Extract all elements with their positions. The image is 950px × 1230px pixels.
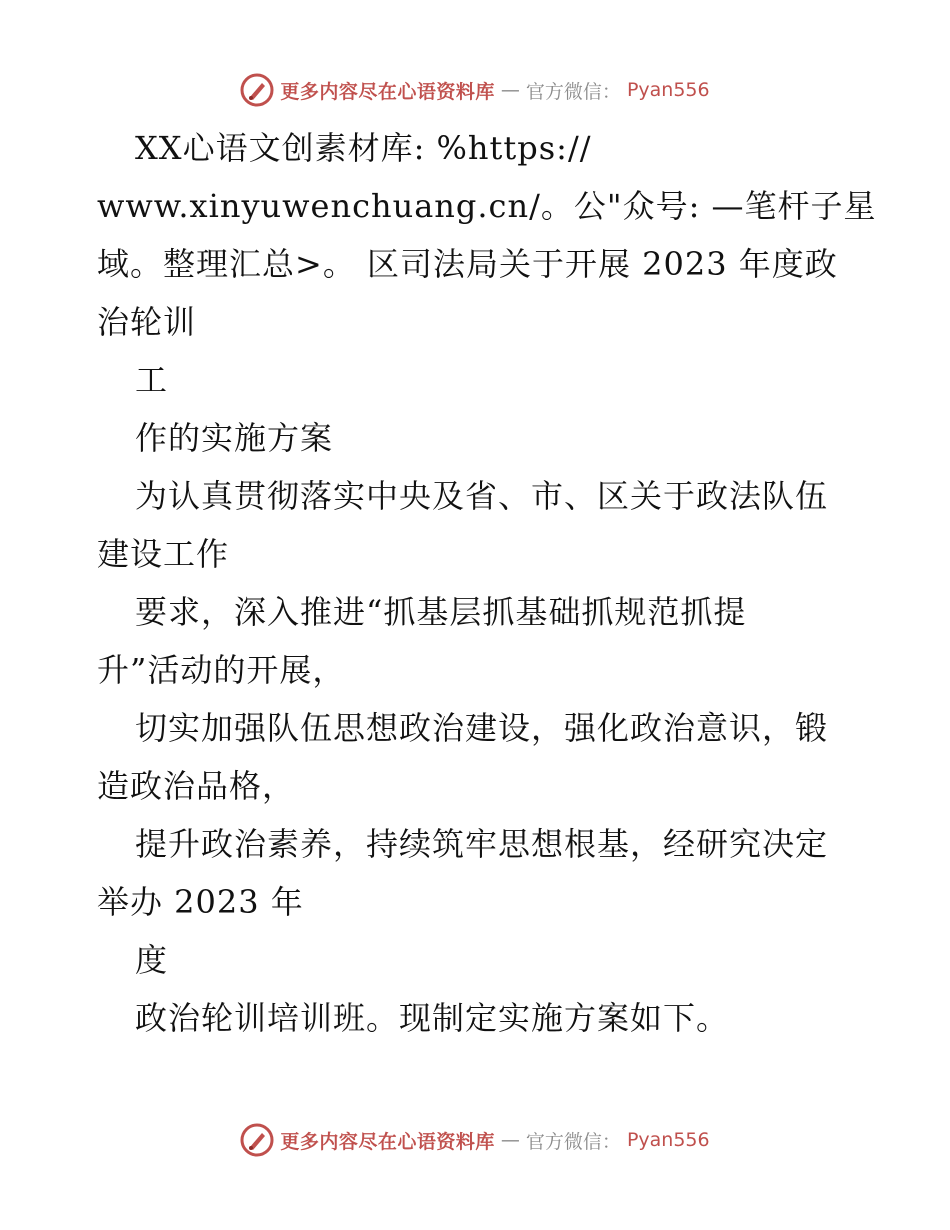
banner-text: 更多内容尽在心语资料库 — [280, 1130, 495, 1153]
text-line: 举办 2023 年 — [97, 883, 304, 921]
text-line: 度 — [135, 941, 169, 979]
text-line: 切实加强队伍思想政治建设，强化政治意识，锻 — [135, 709, 829, 747]
text-line: 为认真贯彻落实中央及省、市、区关于政法队伍 — [135, 477, 829, 515]
text-line: XX心语文创素材库: %https:// — [135, 129, 592, 167]
text-line: 提升政治素养，持续筑牢思想根基，经研究决定 — [135, 825, 829, 863]
banner-wechat-id: Pyan556 — [626, 1129, 710, 1151]
footer-banner — [0, 1120, 950, 1160]
banner-wechat-id: Pyan556 — [626, 79, 710, 101]
text-line: 要求，深入推进“抓基层抓基础抓规范抓提 — [135, 593, 747, 631]
text-line: 作的实施方案 — [135, 419, 334, 457]
brand-logo-icon — [240, 1123, 274, 1157]
banner-text: 更多内容尽在心语资料库 — [280, 80, 495, 103]
banner-wechat-label: 官方微信： — [525, 80, 621, 103]
header-banner — [0, 70, 950, 110]
text-line: 政治轮训培训班。现制定实施方案如下。 — [135, 999, 730, 1037]
text-line: 工 — [135, 361, 169, 399]
banner-separator: — — [500, 1129, 520, 1151]
brand-logo-icon — [240, 73, 274, 107]
banner-wechat-label: 官方微信： — [525, 1130, 621, 1153]
banner-separator: — — [500, 79, 520, 101]
text-line: 治轮训 — [97, 303, 197, 341]
text-line: 建设工作 — [97, 535, 230, 573]
text-line: 造政治品格， — [97, 767, 296, 805]
text-line: 域。整理汇总>。 区司法局关于开展 2023 年度政 — [97, 245, 838, 283]
text-line: www.xinyuwenchuang.cn/。公"众号: —笔杆子星 — [97, 187, 877, 225]
text-line: 升”活动的开展， — [97, 651, 346, 689]
